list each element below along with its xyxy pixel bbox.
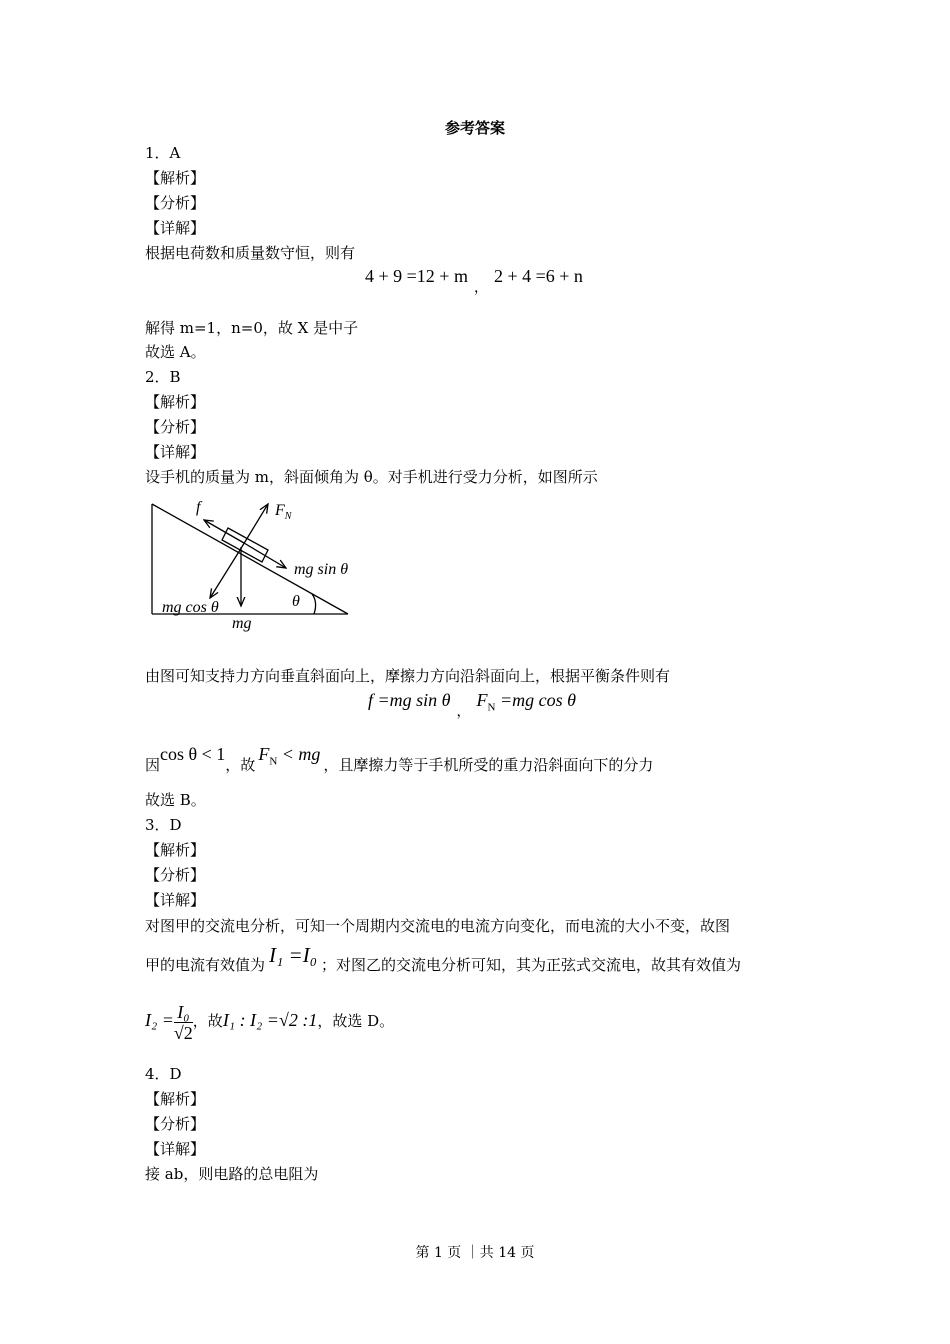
q2-t3b: ，故 <box>225 756 256 774</box>
q3-text2 <box>145 945 741 983</box>
q2-equation <box>368 690 576 718</box>
q2-eq2-sub: N <box>487 701 496 714</box>
q2-t3eq2: $F_N$ < mg <box>258 744 321 768</box>
q2-t3c: ，且摩擦力等于手机所受的重力沿斜面向下的分力 <box>323 756 654 774</box>
label-mgsin: mg sin θ <box>294 561 349 578</box>
label-fn: $F_N$ <box>275 502 292 522</box>
q2-jiexi: 【解析】 <box>145 393 206 411</box>
q3-t3eq: I₁ : I₂ =√2 :1 <box>222 1010 318 1030</box>
q3-text3 <box>145 998 394 1043</box>
mgcos-arrow <box>210 550 240 598</box>
q3-eq-lhs: I₂ = <box>145 1010 174 1030</box>
label-mg: mg <box>232 615 252 632</box>
page-title: 参考答案 <box>444 119 505 137</box>
q3-jiexi: 【解析】 <box>145 841 206 859</box>
q2-sep: ， <box>456 705 471 720</box>
label-theta: θ <box>292 593 300 610</box>
q4-fenxi: 【分析】 <box>145 1115 206 1133</box>
q3-t2a: 甲的电流有效值为 <box>145 956 266 974</box>
q2-t3eq: cos θ < 1 <box>160 744 226 764</box>
q3-t2eq: I₁ =I₀ <box>269 943 318 967</box>
q1-eq1: 4 + 9 =12 + m <box>365 266 468 286</box>
page-footer: 第 1 页 ｜共 14 页 <box>415 1245 535 1261</box>
q3-fraction: $\frac{\text{I₀}}{√2}$ <box>173 1001 193 1043</box>
q2-fenxi: 【分析】 <box>145 418 206 436</box>
incline-slope <box>152 504 348 614</box>
q1-jiexi: 【解析】 <box>145 169 206 187</box>
q4-xiangjie: 【详解】 <box>145 1140 206 1158</box>
q4-jiexi: 【解析】 <box>145 1090 206 1108</box>
label-f: f <box>196 499 201 516</box>
q4-text1: 接 ab，则电路的总电阻为 <box>145 1165 319 1183</box>
q2-t3a: 因 <box>145 756 161 774</box>
q2-text3 <box>145 745 653 791</box>
q1-fenxi: 【分析】 <box>145 194 206 212</box>
force-diagram <box>140 490 370 635</box>
q3-t3b: ，故选 D。 <box>317 1012 395 1030</box>
normal-arrow <box>240 504 268 550</box>
q2-xiangjie: 【详解】 <box>145 443 206 461</box>
label-mgcos: mg cos θ <box>162 599 219 616</box>
q3-xiangjie: 【详解】 <box>145 891 206 909</box>
q1-text3: 故选 A。 <box>145 343 206 361</box>
q3-head: 3．D <box>145 816 182 834</box>
q2-text4: 故选 B。 <box>145 791 206 809</box>
angle-arc <box>312 594 316 614</box>
q1-equation <box>365 266 583 296</box>
q4-head: 4．D <box>145 1065 182 1083</box>
q2-text2: 由图可知支持力方向垂直斜面向上，摩擦力方向沿斜面向上，根据平衡条件则有 <box>145 667 671 685</box>
q3-t2b: ；对图乙的交流电分析可知，其为正弦式交流电，故其有效值为 <box>321 956 742 974</box>
q3-t3a: ，故 <box>192 1012 223 1030</box>
q3-text1: 对图甲的交流电分析，可知一个周期内交流电的电流方向变化，而电流的大小不变，故图 <box>145 917 731 935</box>
q2-eq2-rest: =mg cos θ <box>495 690 576 710</box>
q2-text1: 设手机的质量为 m，斜面倾角为 θ。对手机进行受力分析，如图所示 <box>145 468 598 486</box>
q1-eq2: 2 + 4 =6 + n <box>493 266 583 286</box>
q1-sep: ， <box>473 281 488 296</box>
q3-fenxi: 【分析】 <box>145 866 206 884</box>
q2-eq1: f =mg sin θ <box>368 690 451 710</box>
friction-arrow <box>204 520 244 543</box>
q1-xiangjie: 【详解】 <box>145 219 206 237</box>
q1-head: 1．A <box>145 144 181 162</box>
q1-text2: 解得 m=1，n=0，故 X 是中子 <box>145 319 359 337</box>
q2-head: 2．B <box>145 368 181 386</box>
q1-text1: 根据电荷数和质量数守恒，则有 <box>145 244 356 262</box>
q2-eq2: F <box>476 690 488 710</box>
